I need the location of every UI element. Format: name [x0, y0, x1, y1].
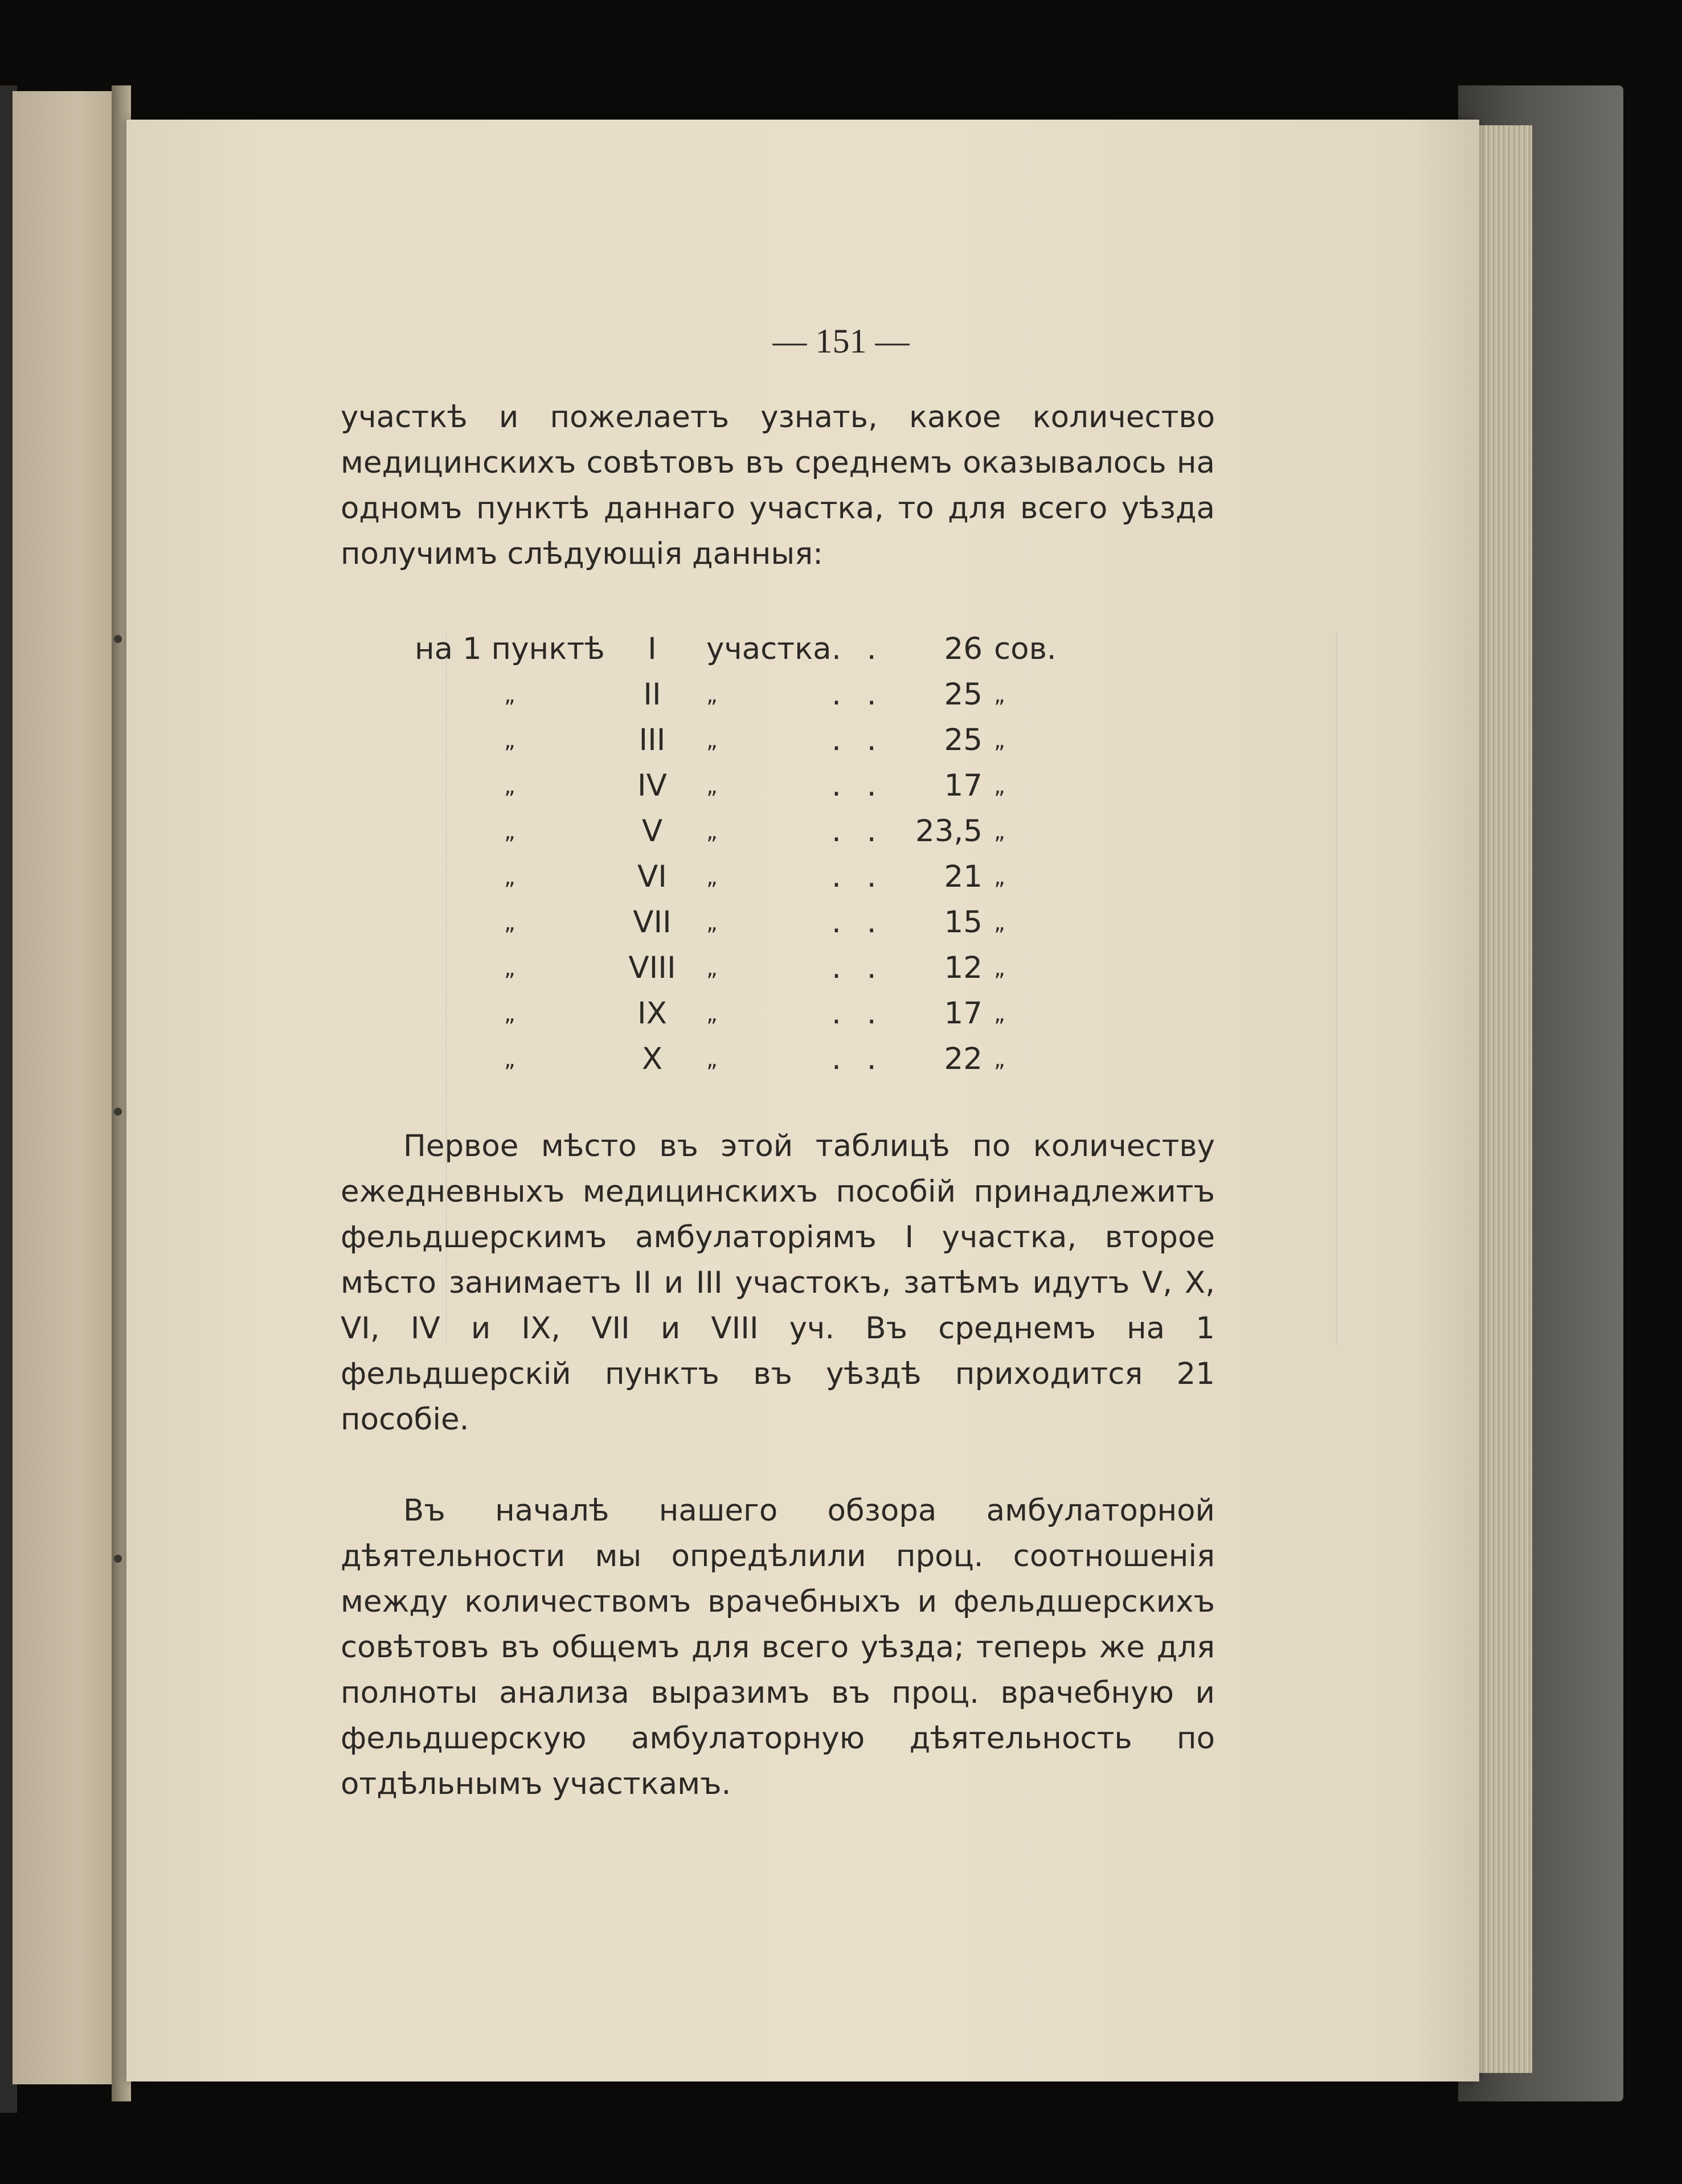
row-value: 12 — [944, 950, 983, 985]
row-prefix: „ — [504, 819, 515, 844]
row-label: „ — [706, 819, 718, 844]
row-district: I — [648, 632, 657, 666]
row-unit: „ — [994, 682, 1005, 707]
paragraph-intro: участкѣ и пожелаетъ узнать, какое количество медицинскихъ совѣтовъ въ среднемъ оказывалось на одномъ пунктѣ даннаго участка, то для всего уѣзда получимъ слѣдующія данныя: — [341, 400, 1215, 571]
row-leader-dots: . . — [832, 677, 885, 712]
row-leader-dots: . . — [832, 996, 885, 1031]
row-district: II — [643, 677, 661, 712]
gutter-mark — [114, 1555, 122, 1563]
row-prefix: „ — [504, 956, 515, 981]
row-label: „ — [706, 1047, 718, 1072]
row-prefix: „ — [504, 728, 515, 753]
row-leader-dots: . . — [832, 723, 885, 757]
row-prefix: „ — [504, 910, 515, 935]
row-unit: „ — [994, 910, 1005, 935]
row-label: „ — [706, 1001, 718, 1026]
row-prefix: „ — [504, 1047, 515, 1072]
row-leader-dots: . . — [832, 950, 885, 985]
row-value: 15 — [944, 905, 983, 940]
row-leader-dots: . . — [832, 905, 885, 940]
row-district: IX — [637, 996, 667, 1031]
row-leader-dots: . . — [832, 814, 885, 849]
paragraph-ranking: Первое мѣсто въ этой таблицѣ по количеству ежедневныхъ медицинскихъ пособій принадлежитъ фельдшерскимъ амбулаторіямъ I участка, второе мѣсто занимаетъ II и III участокъ, затѣмъ идутъ V, X, VI, IV и IX, VII и VIII уч. Въ среднемъ на 1 фельдшерскій пунктъ въ уѣздѣ приходится 21 пособіе. — [341, 1129, 1215, 1437]
row-prefix: „ — [504, 773, 515, 798]
row-prefix: „ — [504, 682, 515, 707]
row-value: 17 — [944, 996, 983, 1031]
row-district: VII — [633, 905, 672, 940]
row-value: 21 — [944, 859, 983, 894]
row-value: 17 — [944, 768, 983, 803]
row-value: 25 — [944, 723, 983, 757]
row-label: „ — [706, 864, 718, 890]
row-district: V — [641, 814, 663, 849]
row-value: 25 — [944, 677, 983, 712]
row-unit: „ — [994, 1001, 1005, 1026]
row-label: „ — [706, 956, 718, 981]
row-leader-dots: . . — [832, 768, 885, 803]
row-label: „ — [706, 728, 718, 753]
page-number: — 151 — — [772, 322, 910, 360]
row-unit: „ — [994, 956, 1005, 981]
row-district: IV — [637, 768, 667, 803]
gutter-mark — [114, 1108, 122, 1116]
paragraph-analysis: Въ началѣ нашего обзора амбулаторной дѣятельности мы опредѣлили проц. соотношенія между количествомъ врачебныхъ и фельдшерскихъ совѣтовъ въ общемъ для всего уѣзда; теперь же для полноты анализа выразимъ въ проц. врачебную и фельдшерскую амбулаторную дѣятельность по отдѣльнымъ участкамъ. — [341, 1493, 1215, 1801]
row-prefix: „ — [504, 864, 515, 890]
row-label: „ — [706, 773, 718, 798]
row-district: VI — [637, 859, 667, 894]
row-unit: „ — [994, 819, 1005, 844]
row-district: X — [641, 1042, 663, 1076]
row-leader-dots: . . — [832, 1042, 885, 1076]
row-unit: сов. — [994, 632, 1057, 666]
row-value: 26 — [944, 632, 983, 666]
row-prefix: „ — [504, 1001, 515, 1026]
row-leader-dots: . . — [832, 632, 885, 666]
row-label: участка — [706, 632, 832, 666]
gutter-mark — [114, 635, 122, 643]
row-prefix: на 1 пунктѣ — [415, 632, 605, 666]
row-unit: „ — [994, 728, 1005, 753]
row-unit: „ — [994, 864, 1005, 890]
row-value: 23,5 — [915, 814, 983, 849]
row-label: „ — [706, 682, 718, 707]
row-district: III — [639, 723, 666, 757]
row-unit: „ — [994, 773, 1005, 798]
row-leader-dots: . . — [832, 859, 885, 894]
row-label: „ — [706, 910, 718, 935]
left-page-edge — [13, 91, 121, 2084]
row-district: VIII — [628, 950, 676, 985]
row-value: 22 — [944, 1042, 983, 1076]
row-unit: „ — [994, 1047, 1005, 1072]
